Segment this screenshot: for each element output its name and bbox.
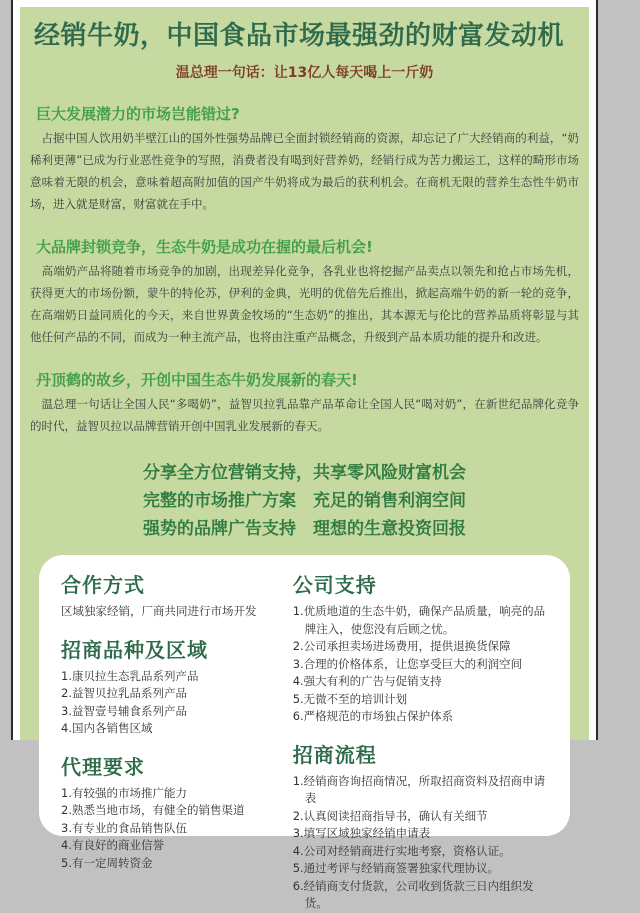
section-body: 占据中国人饮用奶半壁江山的国外性强势品牌已全面封锁经销商的资源，却忘记了广大经销商的利益，“奶稀利更薄”已成为行业恶性竞争的写照，消费者没有喝到好营养奶，经销行成为苦力搬运工，这样的畸形市场意味着无限的机会，意味着超高附加值的国产牛奶将成为最后的获利机会。在商机无限的营养生态性牛奶市场，进入就是财富，财富就在手中。 (30, 131, 579, 211)
group-cooperation-mode (61, 569, 283, 621)
card-item: 6.经销商支付货款，公司收到货款三日内组织发货。 (292, 878, 534, 910)
info-card-left-column (61, 567, 293, 870)
section-heading: 丹顶鹤的故乡，开创中国生态牛奶发展新的春天! (36, 371, 358, 389)
slogan-block (26, 459, 583, 543)
section-body: 高端奶产品将随着市场竞争的加剧，出现差异化竞争，各乳业也将挖掘产品卖点以领先和抢占市场先机，获得更大的市场份额，蒙牛的特伦苏，伊利的金典，光明的优倍先后推出，掀起高端牛奶的新一轮的竞争，在高端奶日益同质化的今天，来自世界黄金牧场的“生态奶”的推出，其本源无与伦比的营养品质将彰显与其他任何产品的不同，而成为一种主流产品，也将由注重产品概念，升级到产品本质功能的提升和改进。 (30, 264, 579, 344)
card-item: 5.有一定周转资金 (61, 855, 153, 870)
card-item: 3.合理的价格体系，让您享受巨大的利润空间 (292, 656, 523, 671)
card-item: 4.国内各销售区域 (61, 721, 153, 735)
subtitle-quote: 温总理一句话：让13亿人每天喝上一斤奶 (175, 65, 434, 81)
card-item: 5.无微不至的培训计划 (292, 691, 408, 706)
card-item: 5.通过考评与经销商签署独家代理协议。 (292, 861, 500, 875)
card-item: 2.认真阅读招商指导书，确认有关细节 (292, 808, 488, 823)
card-item: 6.严格规范的市场独占保护体系 (292, 709, 454, 723)
group-company-support (293, 569, 554, 726)
info-card-right-column (292, 567, 554, 910)
card-item: 3.有专业的食品销售队伍 (61, 820, 187, 835)
card-heading: 合作方式 (61, 573, 145, 597)
card-heading: 代理要求 (61, 754, 145, 779)
card-item: 3.益智壹号辅食系列产品 (61, 703, 187, 718)
card-item: 2.熟悉当地市场，有健全的销售渠道 (61, 803, 245, 817)
group-merchant-process (293, 739, 554, 913)
card-item: 2.公司承担卖场进场费用，提供退换货保障 (292, 639, 511, 653)
section-new-spring (26, 369, 583, 437)
slogan-line: 分享全方位营销支持，共享零风险财富机会 (143, 463, 466, 483)
section-body: 温总理一句话让全国人民“多喝奶”，益智贝拉乳品靠产品革命让全国人民“喝对奶”，在新世纪品牌化竞争的时代，益智贝拉以品牌营销开创中国乳业发展新的春天。 (30, 397, 579, 433)
group-agent-requirements (61, 751, 283, 873)
card-item: 区域独家经销，厂商共同进行市场开发 (61, 604, 257, 618)
card-item: 4.强大有利的广告与促销支持 (292, 674, 442, 688)
info-card (39, 555, 570, 910)
card-item: 2.益智贝拉乳品系列产品 (61, 686, 187, 700)
card-item: 1.优质地道的生态牛奶，确保产品质量，响亮的品牌注入，使您没有后顾之忧。 (292, 604, 546, 636)
section-brand-competition (26, 236, 583, 348)
card-heading: 公司支持 (292, 573, 377, 597)
page (11, 0, 598, 910)
card-item: 1.康贝拉生态乳品系列产品 (61, 668, 199, 683)
card-item: 4.公司对经销商进行实地考察，资格认证。 (292, 843, 511, 858)
card-item: 1.有较强的市场推广能力 (61, 785, 187, 800)
section-heading: 巨大发展潜力的市场岂能错过? (36, 105, 240, 123)
card-heading: 招商流程 (292, 742, 377, 767)
promo-panel (20, 7, 589, 910)
section-market-potential (26, 103, 583, 215)
card-item: 4.有良好的商业信誉 (61, 838, 164, 852)
page-title: 经销牛奶，中国食品市场最强劲的财富发动机 (34, 21, 565, 51)
section-heading: 大品牌封锁竞争，生态牛奶是成功在握的最后机会! (36, 238, 373, 256)
group-products-regions (61, 634, 283, 738)
card-heading: 招商品种及区域 (61, 637, 208, 662)
card-item: 1.经销商咨询招商情况，所取招商资料及招商申请表 (292, 773, 546, 805)
slogan-line: 强势的品牌广告支持 理想的生意投资回报 (143, 519, 466, 539)
card-item: 3.填写区域独家经销申请表 (292, 826, 431, 840)
slogan-line: 完整的市场推广方案 充足的销售利润空间 (143, 491, 466, 511)
